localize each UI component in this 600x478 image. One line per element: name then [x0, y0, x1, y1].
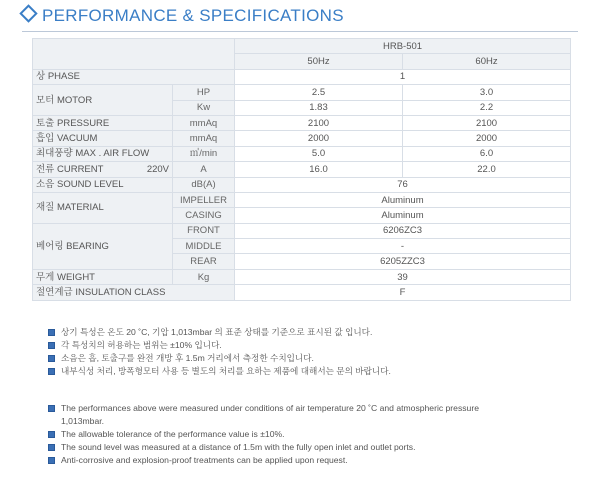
- table-row: [33, 269, 571, 284]
- note-text: 상기 특성은 온도 20 ˚C, 기압 1,013mbar 의 표준 상태를 기준으로 표시된 값 입니다.: [61, 327, 373, 337]
- cell-value: 2000: [235, 131, 403, 146]
- note-text: Anti-corrosive and explosion-proof treatments can be applied upon request.: [61, 455, 348, 465]
- unit-cell: dB(A): [173, 177, 235, 192]
- row-label: 베어링 BEARING: [33, 223, 173, 269]
- table-row: [33, 131, 571, 146]
- section-title-text: PERFORMANCE & SPECIFICATIONS: [42, 6, 344, 25]
- header-corner: [33, 39, 235, 70]
- table-row: [33, 177, 571, 192]
- list-item: [48, 428, 518, 441]
- bullet-icon: [48, 431, 55, 438]
- list-item: [48, 365, 448, 378]
- unit-cell: mmAq: [173, 131, 235, 146]
- row-label: [33, 162, 173, 177]
- freq-50-header: 50Hz: [235, 54, 403, 69]
- table-row: [33, 223, 571, 238]
- cell-value: 39: [235, 269, 571, 284]
- table-row: [33, 146, 571, 161]
- sub-label: CASING: [173, 208, 235, 223]
- spec-table: [32, 38, 571, 301]
- bullet-icon: [48, 329, 55, 336]
- note-text: 각 특성치의 허용하는 범위는 ±10% 입니다.: [61, 340, 222, 350]
- bullet-icon: [48, 405, 55, 412]
- row-label: 상 PHASE: [33, 69, 235, 84]
- table-row: [33, 115, 571, 130]
- unit-cell: A: [173, 162, 235, 177]
- cell-value: 6205ZZC3: [235, 254, 571, 269]
- row-label: 무게 WEIGHT: [33, 269, 173, 284]
- cell-value: 2100: [403, 115, 571, 130]
- row-label: 절연계급 INSULATION CLASS: [33, 285, 235, 300]
- cell-value: Aluminum: [235, 208, 571, 223]
- cell-value: 6.0: [403, 146, 571, 161]
- notes-english: [48, 402, 518, 467]
- row-label: 최대풍량 MAX . AIR FLOW: [33, 146, 173, 161]
- row-label: 흡입 VACUUM: [33, 131, 173, 146]
- current-label: 전류 CURRENT: [36, 163, 104, 175]
- unit-cell: Kg: [173, 269, 235, 284]
- voltage-label: 220V: [146, 163, 169, 175]
- list-item: [48, 441, 518, 454]
- note-text: The allowable tolerance of the performance value is ±10%.: [61, 429, 285, 439]
- list-item: [48, 352, 448, 365]
- sub-label: MIDDLE: [173, 239, 235, 254]
- note-text: 소음은 흡, 토출구를 완전 개방 후 1.5m 거리에서 측정한 수치입니다.: [61, 353, 314, 363]
- row-label: 소음 SOUND LEVEL: [33, 177, 173, 192]
- cell-value: Aluminum: [235, 192, 571, 207]
- unit-cell: ㎥/min: [173, 146, 235, 161]
- notes-korean: [48, 326, 448, 378]
- bullet-icon: [48, 457, 55, 464]
- unit-cell: Kw: [173, 100, 235, 115]
- unit-cell: mmAq: [173, 115, 235, 130]
- cell-value: 1: [235, 69, 571, 84]
- freq-60-header: 60Hz: [403, 54, 571, 69]
- cell-value: 5.0: [235, 146, 403, 161]
- cell-value: 1.83: [235, 100, 403, 115]
- diamond-icon: [19, 4, 37, 22]
- table-row: [33, 39, 571, 54]
- cell-value: 2000: [403, 131, 571, 146]
- cell-value: 2100: [235, 115, 403, 130]
- list-item: [48, 326, 448, 339]
- list-item: [48, 454, 518, 467]
- table-row: [33, 285, 571, 300]
- row-label: 재질 MATERIAL: [33, 192, 173, 223]
- list-item: [48, 339, 448, 352]
- note-text: The sound level was measured at a distance of 1.5m with the fully open inlet and outlet ports.: [61, 442, 416, 452]
- cell-value: 6206ZC3: [235, 223, 571, 238]
- note-text: The performances above were measured under conditions of air temperature 20 ˚C and atmospheric pressure 1,013mbar.: [61, 403, 479, 426]
- cell-value: 76: [235, 177, 571, 192]
- cell-value: F: [235, 285, 571, 300]
- bullet-icon: [48, 355, 55, 362]
- table-row: [33, 192, 571, 207]
- model-header: HRB-501: [235, 39, 571, 54]
- sub-label: IMPELLER: [173, 192, 235, 207]
- cell-value: 2.2: [403, 100, 571, 115]
- bullet-icon: [48, 444, 55, 451]
- table-row: [33, 162, 571, 177]
- note-text: 내부식성 처리, 방폭형모터 사용 등 별도의 처리를 요하는 제품에 대해서는 문의 바랍니다.: [61, 366, 391, 376]
- cell-value: 3.0: [403, 85, 571, 100]
- bullet-icon: [48, 368, 55, 375]
- cell-value: 2.5: [235, 85, 403, 100]
- sub-label: FRONT: [173, 223, 235, 238]
- bullet-icon: [48, 342, 55, 349]
- table-row: [33, 85, 571, 100]
- unit-cell: HP: [173, 85, 235, 100]
- title-divider: [22, 31, 578, 32]
- cell-value: 22.0: [403, 162, 571, 177]
- cell-value: -: [235, 239, 571, 254]
- section-title: [22, 6, 344, 30]
- cell-value: 16.0: [235, 162, 403, 177]
- sub-label: REAR: [173, 254, 235, 269]
- list-item: [48, 402, 518, 428]
- row-label: 모터 MOTOR: [33, 85, 173, 116]
- table-row: [33, 69, 571, 84]
- row-label: 토출 PRESSURE: [33, 115, 173, 130]
